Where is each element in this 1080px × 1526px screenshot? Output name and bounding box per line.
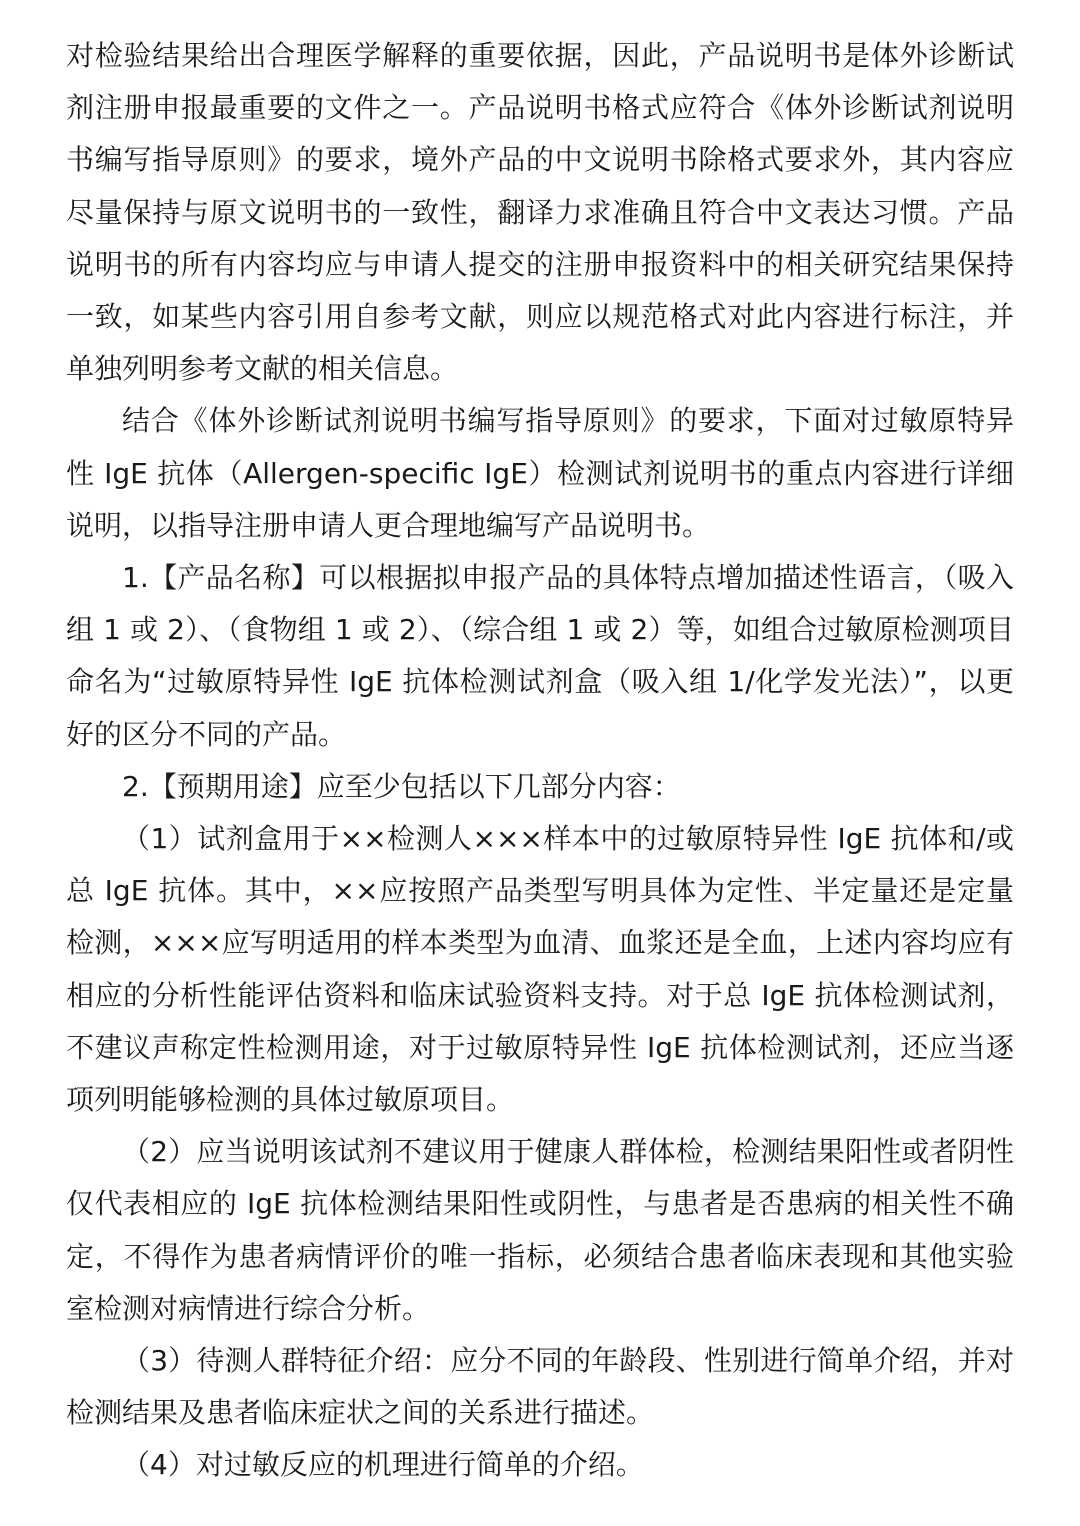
paragraph-product-name: 1.【产品名称】可以根据拟申报产品的具体特点增加描述性语言，（吸入组 1 或 2）、（食物组 1 或 2）、（综合组 1 或 2）等，如组合过敏原检测项目命名为“过敏原特异性 IgE 抗体检测试剂盒（吸入组 1/化学发光法）”，以更好的区分不同的产品。 <box>66 561 1014 751</box>
paragraph-intro-continued: 对检验结果给出合理医学解释的重要依据，因此，产品说明书是体外诊断试剂注册申报最重要的文件之一。产品说明书格式应符合《体外诊断试剂说明书编写指导原则》的要求，境外产品的中文说明书除格式要求外，其内容应尽量保持与原文说明书的一致性，翻译力求准确且符合中文表达习惯。产品说明书的所有内容均应与申请人提交的注册申报资料中的相关研究结果保持一致，如某些内容引用自参考文献，则应以规范格式对此内容进行标注，并单独列明参考文献的相关信息。 <box>66 39 1014 386</box>
paragraph-intended-use-item-2: （2）应当说明该试剂不建议用于健康人群体检，检测结果阳性或者阴性仅代表相应的 IgE 抗体检测结果阳性或阴性，与患者是否患病的相关性不确定，不得作为患者病情评价的唯一指标，必须结合患者临床表现和其他实验室检测对病情进行综合分析。 <box>66 1135 1014 1325</box>
paragraph-intended-use-item-4: （4）对过敏反应的机理进行简单的介绍。 <box>122 1448 644 1482</box>
paragraph-intended-use-heading: 2.【预期用途】应至少包括以下几部分内容： <box>122 769 681 803</box>
paragraph-guideline-requirements: 结合《体外诊断试剂说明书编写指导原则》的要求，下面对过敏原特异性 IgE 抗体（Allergen-specific IgE）检测试剂说明书的重点内容进行详细说明，以指导注册申请人更合理地编写产品说明书。 <box>66 404 1014 542</box>
paragraph-intended-use-item-1: （1）试剂盒用于××检测人×××样本中的过敏原特异性 IgE 抗体和/或总 IgE 抗体。其中，××应按照产品类型写明具体为定性、半定量还是定量检测，×××应写明适用的样本类型为血清、血浆还是全血，上述内容均应有相应的分析性能评估资料和临床试验资料支持。对于总 IgE 抗体检测试剂，不建议声称定性检测用途，对于过敏原特异性 IgE 抗体检测试剂，还应当逐项列明能够检测的具体过敏原项目。 <box>66 822 1014 1117</box>
paragraph-intended-use-item-3: （3）待测人群特征介绍：应分不同的年龄段、性别进行简单介绍，并对检测结果及患者临床症状之间的关系进行描述。 <box>66 1344 1014 1430</box>
